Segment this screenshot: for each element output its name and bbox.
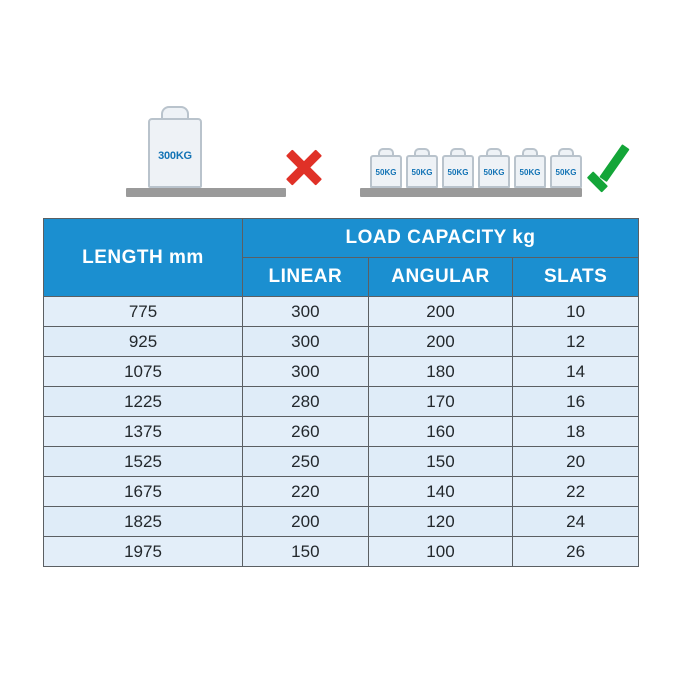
cell-linear: 260: [243, 417, 369, 447]
cell-linear: 200: [243, 507, 369, 537]
weight-label-50kg: 50KG: [447, 168, 469, 177]
cell-slats: 14: [513, 357, 639, 387]
weight-block-icon-50kg-2: [406, 148, 438, 188]
cell-angular: 100: [368, 537, 513, 567]
weight-label-50kg: 50KG: [375, 168, 397, 177]
table-row: [44, 507, 639, 537]
table-row: [44, 387, 639, 417]
cell-angular: 170: [368, 387, 513, 417]
cell-slats: 12: [513, 327, 639, 357]
column-header-slats: SLATS: [513, 258, 639, 297]
cell-length: 925: [44, 327, 243, 357]
cell-angular: 150: [368, 447, 513, 477]
cell-linear: 150: [243, 537, 369, 567]
shelf-left: [126, 188, 286, 197]
weight-block-icon-50kg-4: [478, 148, 510, 188]
cell-angular: 140: [368, 477, 513, 507]
cell-length: 1975: [44, 537, 243, 567]
cell-slats: 20: [513, 447, 639, 477]
table-header-row-1: [44, 219, 639, 258]
red-cross-icon: [283, 146, 325, 188]
cell-slats: 24: [513, 507, 639, 537]
cell-linear: 280: [243, 387, 369, 417]
weight-label-50kg: 50KG: [555, 168, 577, 177]
cell-linear: 220: [243, 477, 369, 507]
shelf-right: [360, 188, 582, 197]
cell-slats: 26: [513, 537, 639, 567]
column-header-load-capacity: LOAD CAPACITY kg: [243, 219, 639, 258]
table-body: [44, 297, 639, 567]
weight-block-icon-300kg: [148, 106, 202, 188]
cell-slats: 10: [513, 297, 639, 327]
weight-label-50kg: 50KG: [411, 168, 433, 177]
cell-linear: 300: [243, 327, 369, 357]
column-header-length: LENGTH mm: [44, 219, 243, 297]
cell-length: 1675: [44, 477, 243, 507]
weight-label-300kg: 300KG: [158, 150, 192, 162]
cell-angular: 180: [368, 357, 513, 387]
cell-angular: 160: [368, 417, 513, 447]
table-row: [44, 417, 639, 447]
weight-label-50kg: 50KG: [483, 168, 505, 177]
check-stroke-long: [599, 144, 629, 182]
cell-slats: 22: [513, 477, 639, 507]
cell-angular: 200: [368, 297, 513, 327]
table-header: [44, 219, 639, 297]
cell-linear: 250: [243, 447, 369, 477]
green-check-icon: [588, 148, 636, 190]
table-row: [44, 537, 639, 567]
cell-length: 1825: [44, 507, 243, 537]
cell-linear: 300: [243, 297, 369, 327]
column-header-angular: ANGULAR: [368, 258, 513, 297]
column-header-linear: LINEAR: [243, 258, 369, 297]
weight-block-icon-50kg-1: [370, 148, 402, 188]
table-row: [44, 447, 639, 477]
table-row: [44, 297, 639, 327]
cell-length: 1225: [44, 387, 243, 417]
cell-length: 1525: [44, 447, 243, 477]
load-distribution-illustration: [0, 0, 700, 215]
weight-block-icon-50kg-6: [550, 148, 582, 188]
cell-angular: 200: [368, 327, 513, 357]
load-capacity-table: [43, 218, 639, 567]
table-row: [44, 357, 639, 387]
cell-angular: 120: [368, 507, 513, 537]
weight-block-icon-50kg-5: [514, 148, 546, 188]
table-row: [44, 327, 639, 357]
weight-block-icon-50kg-3: [442, 148, 474, 188]
table-row: [44, 477, 639, 507]
cell-linear: 300: [243, 357, 369, 387]
weight-label-50kg: 50KG: [519, 168, 541, 177]
cell-length: 1075: [44, 357, 243, 387]
cell-slats: 16: [513, 387, 639, 417]
cell-length: 775: [44, 297, 243, 327]
cell-length: 1375: [44, 417, 243, 447]
cell-slats: 18: [513, 417, 639, 447]
